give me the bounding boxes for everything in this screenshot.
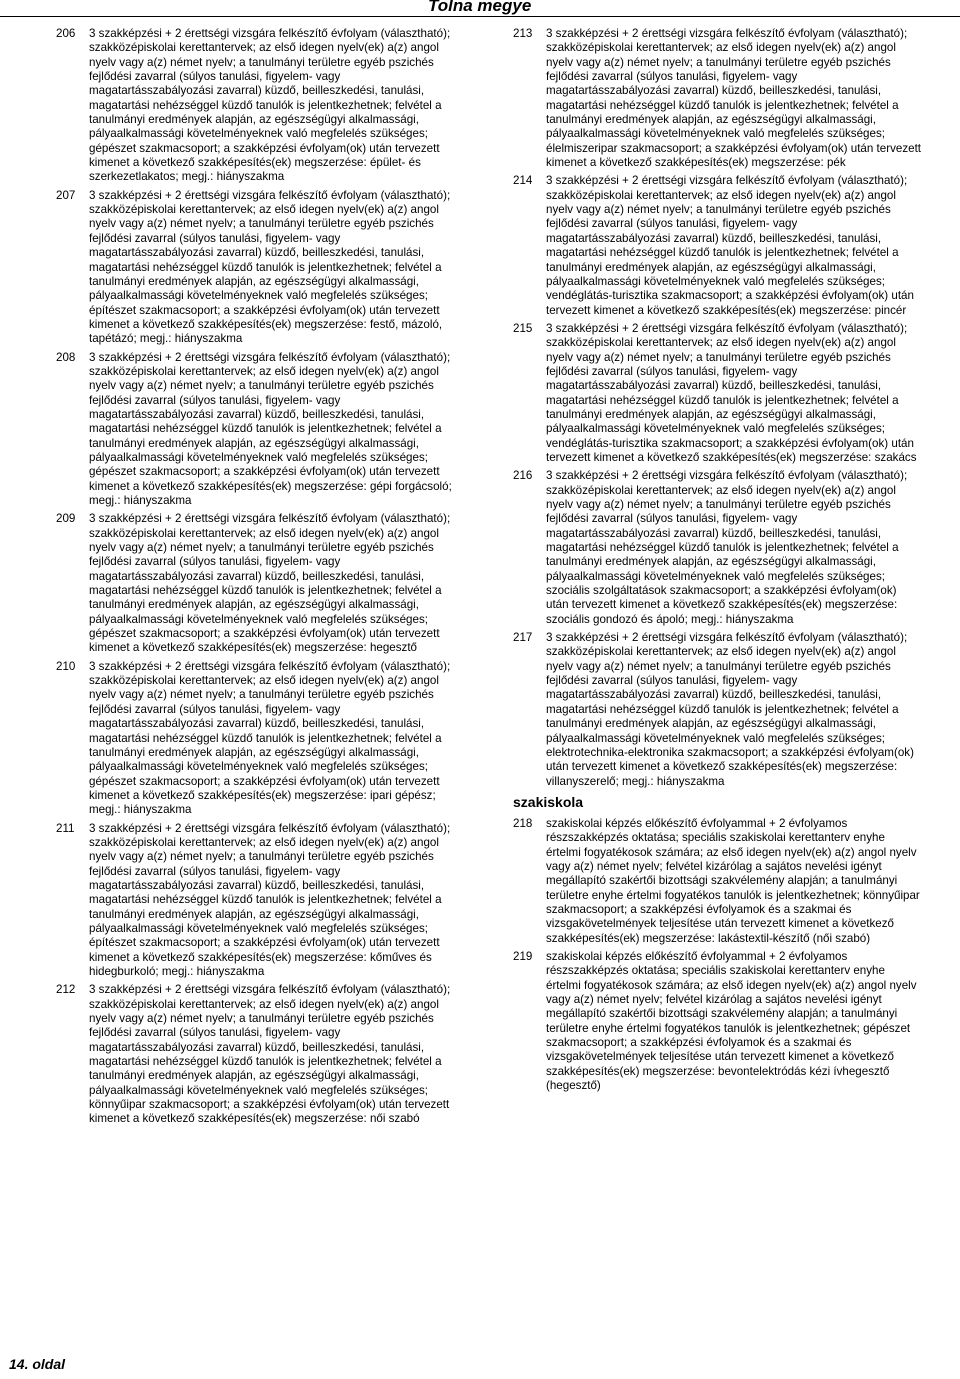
entry-number: 210 — [56, 659, 76, 673]
entry-number: 219 — [513, 949, 533, 963]
left-column — [56, 27, 464, 1131]
entry-number: 208 — [56, 350, 76, 364]
entry-text: 3 szakképzési + 2 érettségi vizsgára felkészítő évfolyam (választható); szakközépiskolai kerettantervek; az első idegen nyelv(ek) a(z) angol nyelv vagy a(z) német nyelv; a tanulmányi területre egyéb pszichés fejlődési zavarral (súlyos tanulási, figyelem- vagy magatartásszabályozási zavarral) küzdő, beilleszkedési, tanulási, magatartási nehézséggel küzdő tanulók is jelentkezhetnek; felvétel a tanulmányi eredmények alapján, az egészségügyi alkalmassági, pályaalkalmassági követelményeknek való megfelelés szükséges; vendéglátás-turisztika szakmacsoport; a szakképzési évfolyam(ok) után tervezett kimenet a következő szakképesítés(ek) megszerzése: szakács — [546, 321, 917, 464]
list-item — [56, 27, 464, 185]
list-item — [56, 512, 464, 655]
right-column — [513, 27, 921, 1097]
entry-number: 211 — [56, 821, 75, 835]
list-item — [513, 27, 921, 170]
entry-number: 215 — [513, 321, 533, 335]
page-number: 14. oldal — [9, 1356, 66, 1372]
page-title: Tolna megye — [428, 0, 532, 15]
entry-number: 207 — [56, 188, 76, 202]
entry-number: 214 — [513, 174, 533, 188]
entry-text: 3 szakképzési + 2 érettségi vizsgára felkészítő évfolyam (választható); szakközépiskolai kerettantervek; az első idegen nyelv(ek) a(z) angol nyelv vagy a(z) német nyelv; a tanulmányi területre egyéb pszichés fejlődési zavarral (súlyos tanulási, figyelem- vagy magatartásszabályozási zavarral) küzdő, beilleszkedési, tanulási, magatartási nehézséggel küzdő tanulók is jelentkezhetnek; felvétel a tanulmányi eredmények alapján, az egészségügyi alkalmassági, pályaalkalmassági követelményeknek való megfelelés szükséges; gépészet szakmacsoport; a szakképzési évfolyam(ok) után tervezett kimenet a következő szakképesítés(ek) megszerzése: hegesztő — [89, 512, 451, 655]
section-heading: szakiskola — [513, 793, 584, 810]
entry-text: 3 szakképzési + 2 érettségi vizsgára felkészítő évfolyam (választható); szakközépiskolai kerettantervek; az első idegen nyelv(ek) a(z) angol nyelv vagy a(z) német nyelv; a tanulmányi területre egyéb pszichés fejlődési zavarral (súlyos tanulási, figyelem- vagy magatartásszabályozási zavarral) küzdő, beilleszkedési, tanulási, magatartási nehézséggel küzdő tanulók is jelentkezhetnek; felvétel a tanulmányi eredmények alapján, az egészségügyi alkalmassági, pályaalkalmassági követelményeknek való megfelelés szükséges; szociális szolgáltatások szakmacsoport; a szakképzési évfolyam(ok) után tervezett kimenet a következő szakképesítés(ek) megszerzése: szociális gondozó és ápoló; megj.: hiányszakma — [546, 469, 908, 626]
entry-text: 3 szakképzési + 2 érettségi vizsgára felkészítő évfolyam (választható); szakközépiskolai kerettantervek; az első idegen nyelv(ek) a(z) angol nyelv vagy a(z) német nyelv; a tanulmányi területre egyéb pszichés fejlődési zavarral (súlyos tanulási, figyelem- vagy magatartásszabályozási zavarral) küzdő, beilleszkedési, tanulási, magatartási nehézséggel küzdő tanulók is jelentkezhetnek; felvétel a tanulmányi eredmények alapján, az egészségügyi alkalmassági, pályaalkalmassági követelményeknek való megfelelés szükséges; gépészet szakmacsoport; a szakképzési évfolyam(ok) után tervezett kimenet a következő szakképesítés(ek) megszerzése: ipari gépész; megj.: hiányszakma — [89, 659, 451, 817]
entry-text: 3 szakképzési + 2 érettségi vizsgára felkészítő évfolyam (választható); szakközépiskolai kerettantervek; az első idegen nyelv(ek) a(z) angol nyelv vagy a(z) német nyelv; a tanulmányi területre egyéb pszichés fejlődési zavarral (súlyos tanulási, figyelem- vagy magatartásszabályozási zavarral) küzdő, beilleszkedési, tanulási, magatartási nehézséggel küzdő tanulók is jelentkezhetnek; felvétel a tanulmányi eredmények alapján, az egészségügyi alkalmassági, pályaalkalmassági követelményeknek való megfelelés szükséges; gépészet szakmacsoport; a szakképzési évfolyam(ok) után tervezett kimenet a következő szakképesítés(ek) megszerzése: gépi forgácsoló; megj.: hiányszakma — [89, 350, 452, 507]
entry-text: 3 szakképzési + 2 érettségi vizsgára felkészítő évfolyam (választható); szakközépiskolai kerettantervek; az első idegen nyelv(ek) a(z) angol nyelv vagy a(z) német nyelv; a tanulmányi területre egyéb pszichés fejlődési zavarral (súlyos tanulási, figyelem- vagy magatartásszabályozási zavarral) küzdő, beilleszkedési, tanulási, magatartási nehézséggel küzdő tanulók is jelentkezhetnek; felvétel a tanulmányi eredmények alapján, az egészségügyi alkalmassági, pályaalkalmassági követelményeknek való megfelelés szükséges; építészet szakmacsoport; a szakképzési évfolyam(ok) után tervezett kimenet a következő szakképesítés(ek) megszerzése: kőműves és hidegburkoló; megj.: hiányszakma — [89, 821, 451, 978]
entry-text: szakiskolai képzés előkészítő évfolyammal + 2 évfolyamos részszakképzés oktatása; speciális szakiskolai kerettanterv enyhe értelmi fogyatékosok számára; az első idegen nyelv(ek) a(z) angol nyelv vagy a(z) német nyelv; felvétel kizárólag a sajátos nevelési igényt megállapító szakértői bizottsági szakvélemény alapján; a tanulmányi területre enyhe értelmi fogyatékos tanulók is jelentkezhetnek; gépészet szakmacsoport; a szakképzési évfolyamok és a szakmai és vizsgakövetelmények teljesítése után tervezett kimenet a következő szakképesítés(ek) megszerzése: bevontelektródás kézi ívhegesztő (hegesztő) — [546, 949, 917, 1093]
entry-text: 3 szakképzési + 2 érettségi vizsgára felkészítő évfolyam (választható); szakközépiskolai kerettantervek; az első idegen nyelv(ek) a(z) angol nyelv vagy a(z) német nyelv; a tanulmányi területre egyéb pszichés fejlődési zavarral (súlyos tanulási, figyelem- vagy magatartásszabályozási zavarral) küzdő, beilleszkedési, tanulási, magatartási nehézséggel küzdő tanulók is jelentkezhetnek; felvétel a tanulmányi eredmények alapján, az egészségügyi alkalmassági, pályaalkalmassági követelményeknek való megfelelés szükséges; elektrotechnika-elektronika szakmacsoport; a szakképzési évfolyam(ok) után tervezett kimenet a következő szakképesítés(ek) megszerzése: villanyszerelő; megj.: hiányszakma — [546, 631, 914, 788]
list-item — [56, 822, 464, 980]
entry-number: 218 — [513, 816, 533, 830]
entry-number: 217 — [513, 631, 533, 645]
entry-text: 3 szakképzési + 2 érettségi vizsgára felkészítő évfolyam (választható); szakközépiskolai kerettantervek; az első idegen nyelv(ek) a(z) angol nyelv vagy a(z) német nyelv; a tanulmányi területre egyéb pszichés fejlődési zavarral (súlyos tanulási, figyelem- vagy magatartásszabályozási zavarral) küzdő, beilleszkedési, tanulási, magatartási nehézséggel küzdő tanulók is jelentkezhetnek; felvétel a tanulmányi eredmények alapján, az egészségügyi alkalmassági, pályaalkalmassági követelményeknek való megfelelés szükséges; vendéglátás-turisztika szakmacsoport; a szakképzési évfolyam(ok) után tervezett kimenet a következő szakképesítés(ek) megszerzése: pincér — [546, 174, 914, 317]
list-item — [56, 351, 464, 509]
entry-number: 206 — [56, 27, 76, 40]
entry-text: 3 szakképzési + 2 érettségi vizsgára felkészítő évfolyam (választható); szakközépiskolai kerettantervek; az első idegen nyelv(ek) a(z) angol nyelv vagy a(z) német nyelv; a tanulmányi területre egyéb pszichés fejlődési zavarral (súlyos tanulási, figyelem- vagy magatartásszabályozási zavarral) küzdő, beilleszkedési, tanulási, magatartási nehézséggel küzdő tanulók is jelentkezhetnek; felvétel a tanulmányi eredmények alapján, az egészségügyi alkalmassági, pályaalkalmassági követelményeknek való megfelelés szükséges; építészet szakmacsoport; a szakképzési évfolyam(ok) után tervezett kimenet a következő szakképesítés(ek) megszerzése: festő, mázoló, tapétázó; megj.: hiányszakma — [89, 188, 451, 346]
list-item — [56, 660, 464, 818]
entry-number: 213 — [513, 27, 533, 40]
list-item — [513, 469, 921, 627]
header-rule — [0, 16, 960, 17]
entry-text: szakiskolai képzés előkészítő évfolyammal + 2 évfolyamos részszakképzés oktatása; speciális szakiskolai kerettanterv enyhe értelmi fogyatékosok számára; az első idegen nyelv(ek) a(z) angol nyelv vagy a(z) német nyelv; felvétel kizárólag a sajátos nevelési igényt megállapító szakértői bizottsági szakvélemény alapján; a tanulmányi területre enyhe értelmi fogyatékos tanulók is jelentkezhetnek; könnyűipar szakmacsoport; a szakképzési évfolyamok és a szakmai és vizsgakövetelmények teljesítése után tervezett kimenet a következő szakképesítés(ek) megszerzése: lakástextil-készítő (női szabó) — [546, 816, 920, 945]
list-item — [513, 950, 921, 1093]
entry-number: 209 — [56, 512, 76, 526]
list-item — [56, 983, 464, 1126]
list-item — [56, 189, 464, 347]
entry-number: 212 — [56, 983, 76, 997]
list-item — [513, 174, 921, 317]
list-item — [513, 322, 921, 465]
page-header — [0, 0, 960, 16]
entry-text: 3 szakképzési + 2 érettségi vizsgára felkészítő évfolyam (választható); szakközépiskolai kerettantervek; az első idegen nyelv(ek) a(z) angol nyelv vagy a(z) német nyelv; a tanulmányi területre egyéb pszichés fejlődési zavarral (súlyos tanulási, figyelem- vagy magatartásszabályozási zavarral) küzdő, beilleszkedési, tanulási, magatartási nehézséggel küzdő tanulók is jelentkezhetnek; felvétel a tanulmányi eredmények alapján, az egészségügyi alkalmassági, pályaalkalmassági követelményeknek való megfelelés szükséges; könnyűipar szakmacsoport; a szakképzési évfolyam(ok) után tervezett kimenet a következő szakképesítés(ek) megszerzése: női szabó — [89, 983, 451, 1126]
entry-text: 3 szakképzési + 2 érettségi vizsgára felkészítő évfolyam (választható); szakközépiskolai kerettantervek; az első idegen nyelv(ek) a(z) angol nyelv vagy a(z) német nyelv; a tanulmányi területre egyéb pszichés fejlődési zavarral (súlyos tanulási, figyelem- vagy magatartásszabályozási zavarral) küzdő, beilleszkedési, tanulási, magatartási nehézséggel küzdő tanulók is jelentkezhetnek; felvétel a tanulmányi eredmények alapján, az egészségügyi alkalmassági, pályaalkalmassági követelményeknek való megfelelés szükséges; gépészet szakmacsoport; a szakképzési évfolyam(ok) után tervezett kimenet a következő szakképesítés(ek) megszerzése: épület- és szerkezetlakatos; megj.: hiányszakma — [89, 27, 451, 184]
list-item — [513, 817, 921, 946]
entry-number: 216 — [513, 469, 533, 483]
entry-text: 3 szakképzési + 2 érettségi vizsgára felkészítő évfolyam (választható); szakközépiskolai kerettantervek; az első idegen nyelv(ek) a(z) angol nyelv vagy a(z) német nyelv; a tanulmányi területre egyéb pszichés fejlődési zavarral (súlyos tanulási, figyelem- vagy magatartásszabályozási zavarral) küzdő, beilleszkedési, tanulási, magatartási nehézséggel küzdő tanulók is jelentkezhetnek; felvétel a tanulmányi eredmények alapján, az egészségügyi alkalmassági, pályaalkalmassági követelményeknek való megfelelés szükséges; élelmiszeripar szakmacsoport; a szakképzési évfolyam(ok) után tervezett kimenet a következő szakképesítés(ek) megszerzése: pék — [546, 27, 922, 170]
list-item — [513, 631, 921, 789]
